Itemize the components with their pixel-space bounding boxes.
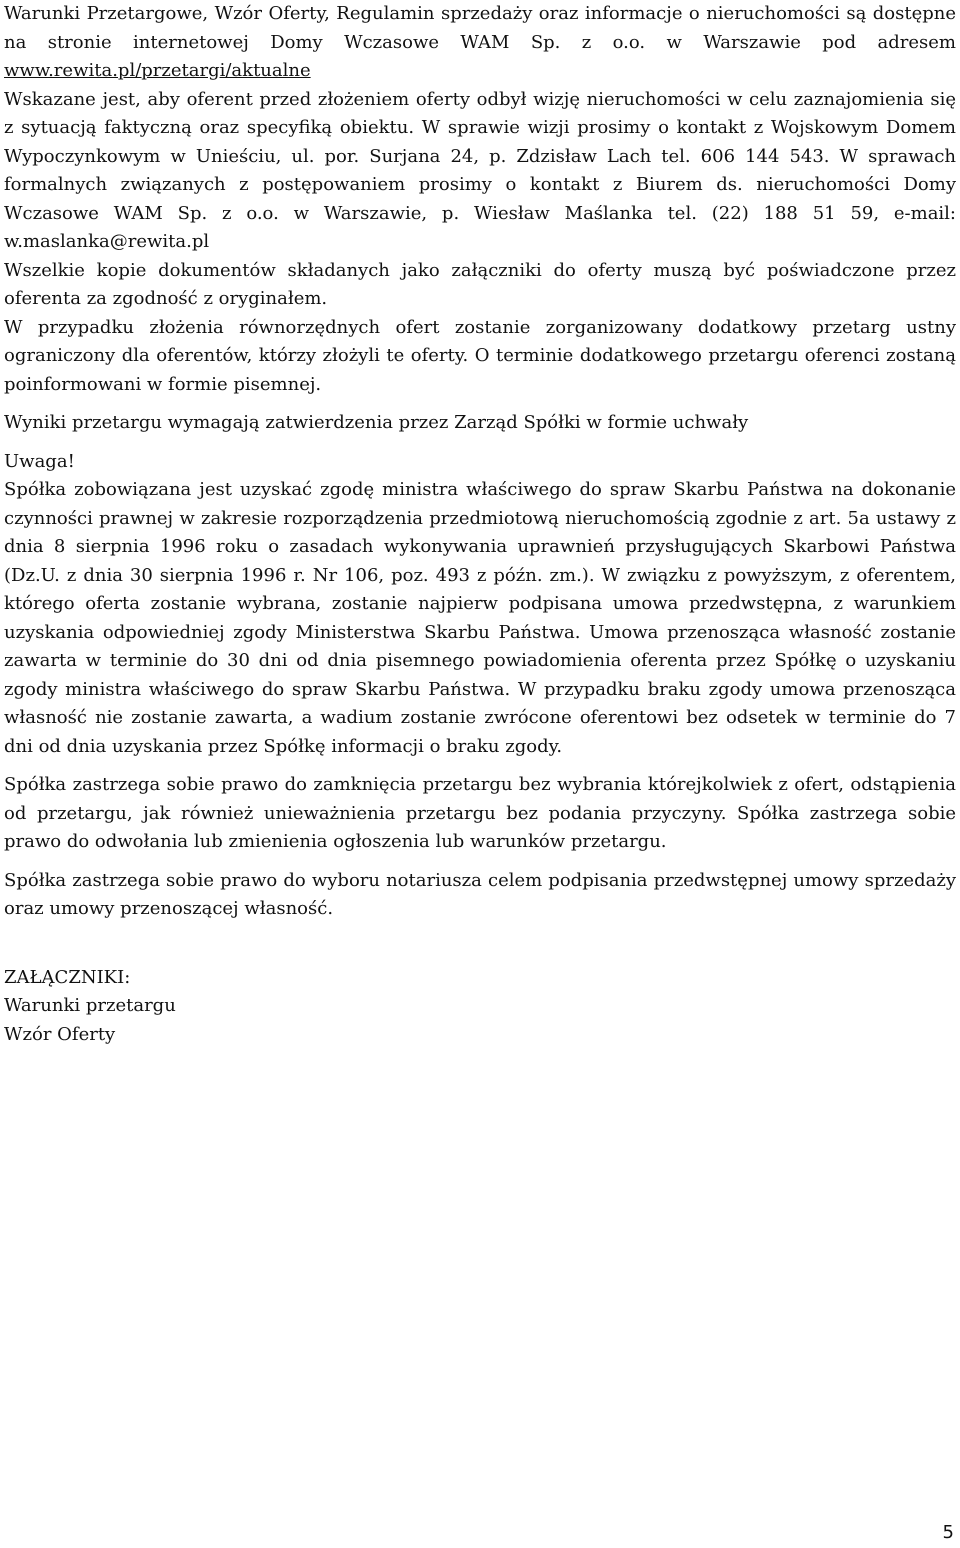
attachments-heading: ZAŁĄCZNIKI: [4,966,131,988]
copies-paragraph: Wszelkie kopie dokumentów składanych jako załączniki do oferty muszą być poświadczone przez oferenta za zgodność z oryginałem. [4,259,956,309]
page-number: 5 [942,1522,954,1543]
attachments-section [4,964,956,1050]
reservation-paragraph: Spółka zastrzega sobie prawo do zamknięcia przetargu bez wybrania którejkolwiek z ofert, odstąpienia od przetargu, jak również unieważnienia przetargu bez podania przyczyny. Spółka zastrzega sobie prawo do odwołania lub zmienienia ogłoszenia lub warunków przetargu. [4,774,956,852]
attachment-item: Wzór Oferty [4,1023,116,1045]
equal-offers-paragraph: W przypadku złożenia równorzędnych ofert zostanie zorganizowany dodatkowy przetarg ustny ograniczony dla oferentów, którzy złożyli te oferty. O terminie dodatkowego przetargu oferenci zostaną poinformowani w formie pisemnej. [4,316,956,395]
offers-link[interactable]: www.rewita.pl/przetargi/aktualne [4,60,311,81]
notice-paragraph: Spółka zobowiązana jest uzyskać zgodę ministra właściwego do spraw Skarbu Państwa na dokonanie czynności prawnej w zakresie rozporządzenia przedmiotową nieruchomością zgodnie z art. 5a ustawy z dnia 8 sierpnia 1996 roku o zasadach wykonywania uprawnień przysługujących Skarbowi Państwa (Dz.U. z dnia 30 sierpnia 1996 r. Nr 106, poz. 493 z późn. zm.). W związku z powyższym, z oferentem, którego oferta zostanie wybrana, zostanie najpierw podpisana umowa przedwstępna, z warunkiem uzyskania odpowiedniej zgody Ministerstwa Skarbu Państwa. Umowa przenosząca własność zostanie zawarta w terminie do 30 dni od dnia pisemnego powiadomienia oferenta przez Spółkę o uzyskaniu zgody ministra właściwego do spraw Skarbu Państwa. W przypadku braku zgody umowa przenosząca własność nie zostanie zawarta, a wadium zostanie zwrócone oferentowi bez odsetek w terminie do 7 dni od dnia uzyskania przez Spółkę informacji o braku zgody. [4,479,956,757]
notice-heading: Uwaga! [4,450,75,472]
attachment-item: Warunki przetargu [4,995,176,1016]
intro-text: Warunki Przetargowe, Wzór Oferty, Regulamin sprzedaży oraz informacje o nieruchomości są dostępne na stronie internetowej Domy Wczasowe WAM Sp. z o.o. w Warszawie pod adresem [4,3,956,53]
results-paragraph: Wyniki przetargu wymagają zatwierdzenia przez Zarząd Spółki w formie uchwały [4,412,749,433]
intro-paragraph [4,0,956,86]
notary-paragraph: Spółka zastrzega sobie prawo do wyboru notariusza celem podpisania przedwstępnej umowy sprzedaży oraz umowy przenoszącej własność. [4,869,956,919]
site-visit-paragraph: Wskazane jest, aby oferent przed złożeniem oferty odbył wizję nieruchomości w celu zaznajomienia się z sytuacją faktyczną oraz specyfiką obiektu. W sprawie wizji prosimy o kontakt z Wojskowym Domem Wypoczynkowym w Unieściu, ul. por. Surjana 24, p. Zdzisław Lach tel. 606 144 543. W sprawach formalnych związanych z postępowaniem prosimy o kontakt z Biurem ds. nieruchomości Domy Wczasowe WAM Sp. z o.o. w Warszawie, p. Wiesław Maślanka tel. (22) 188 51 59, e-mail: w.maslanka@rewita.pl [4,88,956,252]
